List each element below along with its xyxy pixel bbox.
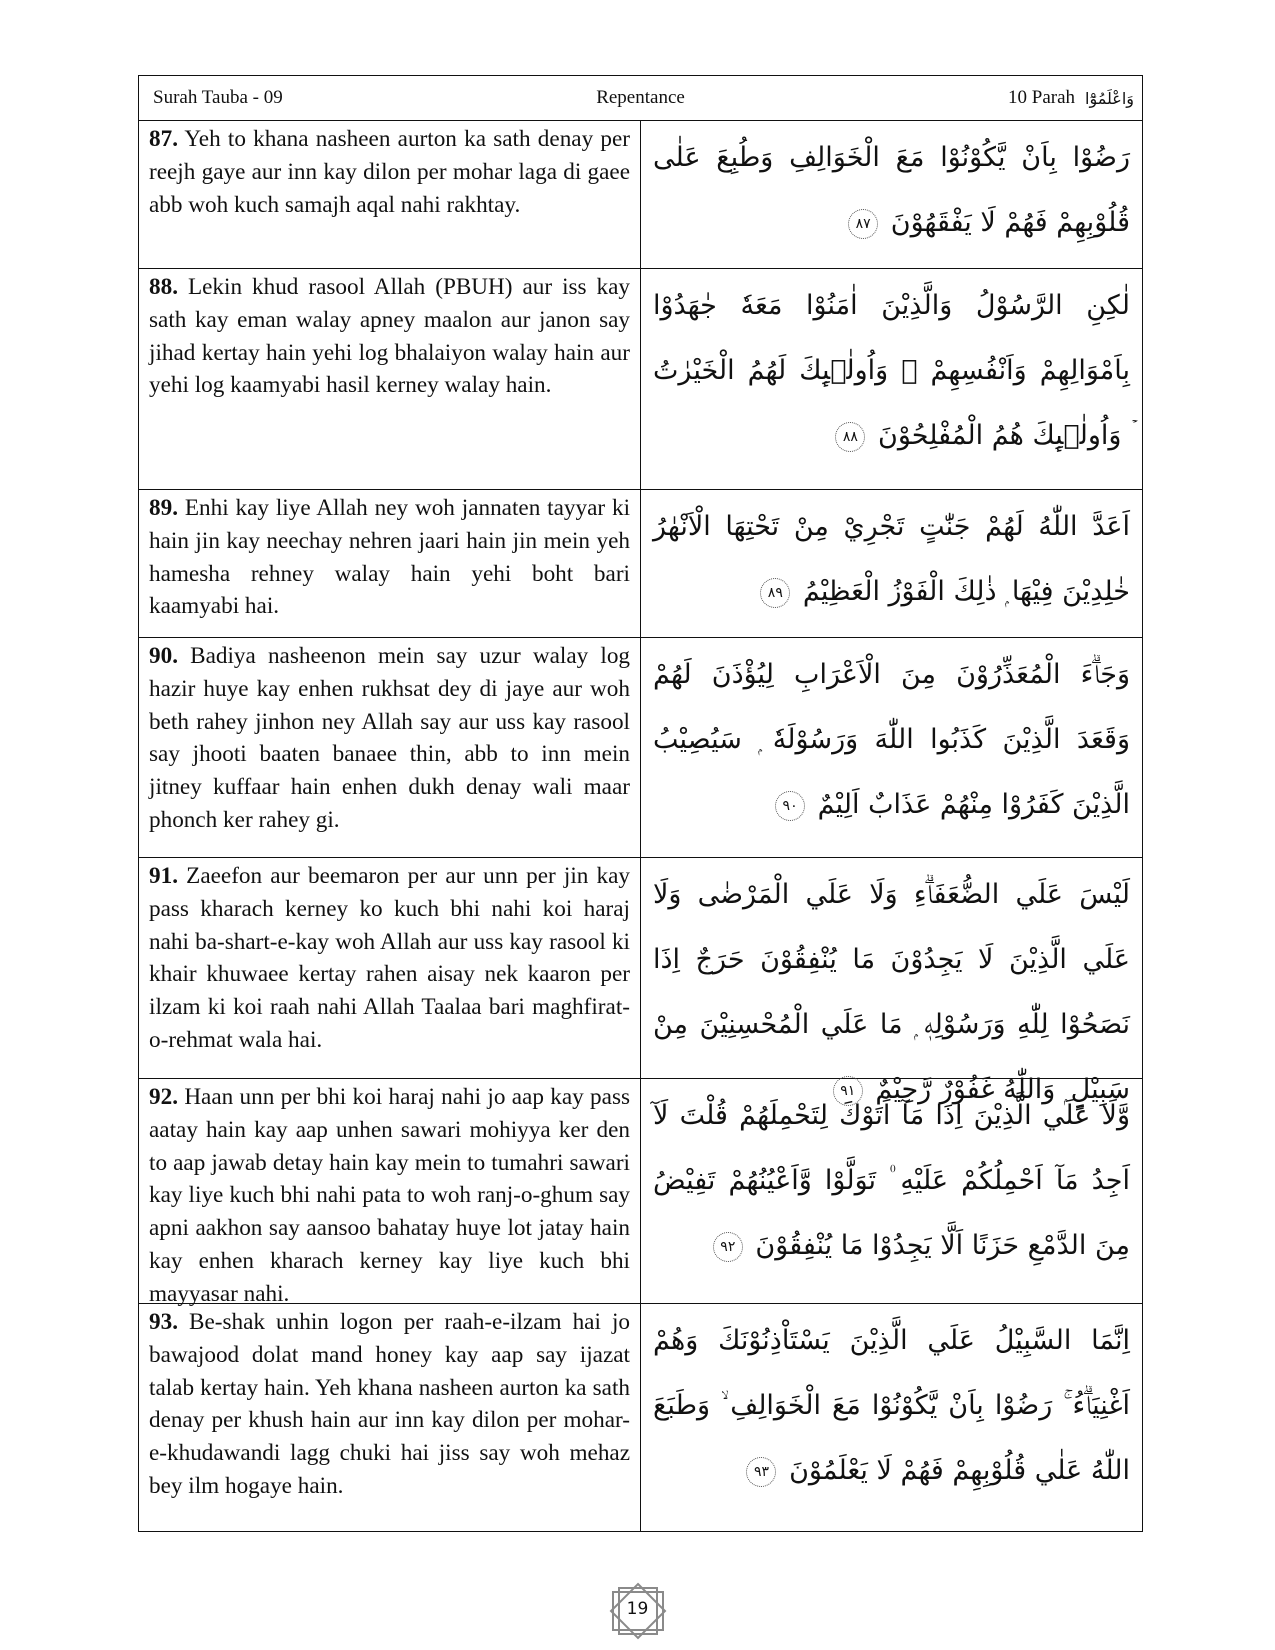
verse-table [138,75,1143,1532]
verse-row-90 [139,638,1142,858]
page-number-badge [605,1582,671,1640]
ayah-end-marker-icon: ٩١ [833,1076,863,1106]
verse-translation [139,638,641,857]
verse-translation [139,1079,641,1307]
verse-number: 91. [149,863,178,889]
verse-number: 89. [149,495,178,521]
arabic-text: وَّلَا عَلَي الَّذِيْنَ اِذَا مَآ اَتَوْكَ لِتَحْمِلَهُمْ قُلْتَ لَآ اَجِدُ مَآ اَحْمِلُكُمْ عَلَيْهِ ۠ تَوَلَّوْا وَّاَعْيُنُهُمْ تَفِيْضُ مِنَ الدَّمْعِ حَزَنًا اَلَّا يَجِدُوْا مَا يُنْفِقُوْنَ [653,1100,1130,1261]
surah-title: Repentance [596,87,685,108]
arabic-text: وَجَاۗءَ الْمُعَذِّرُوْنَ مِنَ الْاَعْرَابِ لِيُؤْذَنَ لَهُمْ وَقَعَدَ الَّذِيْنَ كَذَبُوا اللّٰهَ وَرَسُوْلَهٗ ۭ سَيُصِيْبُ الَّذِيْنَ كَفَرُوْا مِنْهُمْ عَذَابٌ اَلِيْمٌ [653,659,1130,820]
verse-text: Yeh to khana nasheen aurton ka sath denay per reejh gaye aur inn kay dilon per mohar laga di gaee abb woh kuch samajh aqal nahi rakhtay. [149,126,630,218]
verse-translation [139,858,641,1078]
verse-arabic [641,1304,1142,1531]
verse-text: Lekin khud rasool Allah (PBUH) aur iss kay sath kay eman walay apney maalon aur janon say jihad kertay hain yehi log bhalaiyon walay hain aur yehi log kaamyabi hasil kerney walay hain. [149,274,631,399]
verse-number: 93. [149,1309,178,1335]
arabic-text: لَيْسَ عَلَي الضُّعَفَاۗءِ وَلَا عَلَي الْمَرْضٰى وَلَا عَلَي الَّذِيْنَ لَا يَجِدُوْنَ مَا يُنْفِقُوْنَ حَرَجٌ اِذَا نَصَحُوْا لِلّٰهِ وَرَسُوْلِهٖ ۭ مَا عَلَي الْمُحْسِنِيْنَ مِنْ سَبِيْلٍ ۭ وَاللّٰهُ غَفُوْرٌ رَّحِيْمٌ [653,879,1130,1105]
verse-arabic [641,121,1142,268]
verse-row-92 [139,1079,1142,1307]
verse-row-89 [139,490,1142,638]
verse-arabic [641,490,1142,637]
arabic-text: اِنَّمَا السَّبِيْلُ عَلَي الَّذِيْنَ يَسْتَاْذِنُوْنَكَ وَهُمْ اَغْنِيَاۗءُ ۚ رَضُوْا بِاَنْ يَّكُوْنُوْا مَعَ الْخَوَالِفِ ۙ وَطَبَعَ اللّٰهُ عَلٰي قُلُوْبِهِمْ فَهُمْ لَا يَعْلَمُوْنَ [653,1325,1130,1486]
ayah-end-marker-icon: ٩٢ [713,1232,743,1262]
verse-translation [139,1304,641,1531]
arabic-text: اَعَدَّ اللّٰهُ لَهُمْ جَنّٰتٍ تَجْرِيْ مِنْ تَحْتِهَا الْاَنْهٰرُ خٰلِدِيْنَ فِيْهَا ۭ ذٰلِكَ الْفَوْزُ الْعَظِيْمُ [653,511,1130,607]
ayah-end-marker-icon: ٨٩ [760,578,790,608]
verse-text: Be-shak unhin logon per raah-e-ilzam hai jo bawajood dolat mand honey kay aap say ijazat talab kertay hain. Yeh khana nasheen aurton ka sath denay per khush hain aur inn kay dilon per mohar-e-khudawandi lagg chuki hai jiss say woh mehaz bey ilm hogaye hain. [149,1309,630,1499]
arabic-text: لٰكِنِ الرَّسُوْلُ وَالَّذِيْنَ اٰمَنُوْا مَعَهٗ جٰهَدُوْا بِاَمْوَالِهِمْ وَاَنْفُسِهِمْ ۭ وَاُولٰۗىِٕكَ لَهُمُ الْخَيْرٰتُ ۡ وَاُولٰۗىِٕكَ هُمُ الْمُفْلِحُوْنَ [653,290,1130,451]
verse-row-87 [139,121,1142,269]
verse-row-88 [139,269,1142,490]
verse-arabic [641,638,1142,857]
verse-text: Zaeefon aur beemaron per aur unn per jin kay pass kharach kerney ko kuch bhi nahi koi haraj nahi ba-shart-e-kay woh Allah aur uss kay rasool ki khair khuwaee kertay rahen aisay nek kaaron per ilzam ki koi raah nahi Allah Taalaa bari maghfirat-o-rehmat wala hai. [149,863,631,1053]
verse-number: 87. [149,126,178,152]
verse-number: 90. [149,643,178,669]
surah-label: Surah Tauba - 09 [153,87,283,108]
ayah-end-marker-icon: ٩٣ [746,1457,776,1487]
ayah-end-marker-icon: ٨٨ [835,422,865,452]
parah-label: 10 Parah [1008,87,1076,108]
verse-number: 92. [149,1084,178,1110]
page-footer [0,1582,1275,1640]
ayah-end-marker-icon: ٨٧ [848,209,878,239]
page-number: 19 [626,1599,649,1619]
verse-row-93 [139,1304,1142,1531]
parah-arabic-name: وَاعْلَمُوْٓا [1085,88,1134,108]
verse-text: Haan unn per bhi koi haraj nahi jo aap kay pass aatay hain kay aap unhen sawari mohiyya ker den to aap jawab detay hain kay mein to tumahri sawari kay liye kuch bhi nahi pata to woh ranj-o-ghum say apni aakhon say aansoo bahatay huye lot jatay hain kay enhen kharach kerney kay liye kuch bhi mayyasar nahi. [149,1084,630,1307]
arabic-text: رَضُوْا بِاَنْ يَّكُوْنُوْا مَعَ الْخَوَالِفِ وَطُبِعَ عَلٰى قُلُوْبِهِمْ فَهُمْ لَا يَفْقَهُوْنَ [653,142,1130,238]
ayah-end-marker-icon: ٩٠ [775,791,805,821]
verse-text: Enhi kay liye Allah ney woh jannaten tayyar ki hain jin kay neechay nehren jaari hain jin mein yeh hamesha rehney walay hain yehi boht bari kaamyabi hai. [149,495,631,620]
verse-arabic [641,1079,1142,1303]
verse-translation [139,121,641,268]
page-header [139,76,1142,121]
verse-arabic [641,858,1142,1105]
verse-translation [139,269,641,489]
verse-translation [139,490,641,637]
verse-text: Badiya nasheenon mein say uzur walay log hazir huye kay enhen rukhsat dey di jaye aur woh beth rahey jinhon ney Allah say aur uss kay rasool say jhooti baaten banaee thin, abb to inn mein jitney kuffaar hain enhen dukh denay wali maar phonch ker rahey gi. [149,643,631,833]
verse-arabic [641,269,1142,489]
verse-number: 88. [149,274,178,300]
